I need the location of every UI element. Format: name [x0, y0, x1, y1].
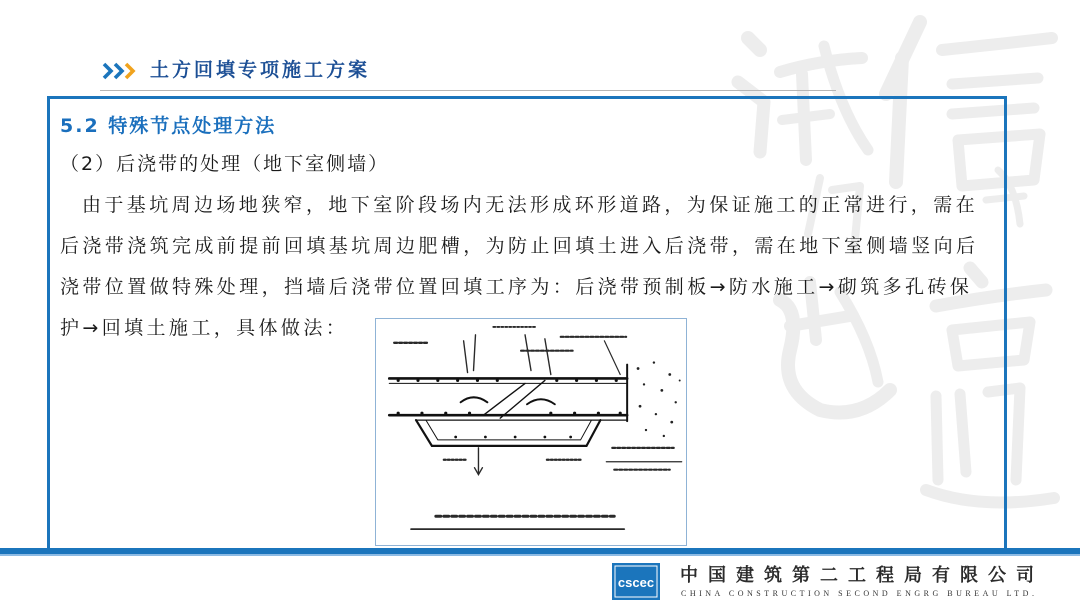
construction-detail-drawing [375, 318, 687, 546]
section-subheading: （2）后浇带的处理（地下室侧墙） [60, 153, 390, 175]
slide-title: 土方回填专项施工方案 [150, 59, 371, 81]
depressed-strip [416, 420, 600, 446]
content-panel [47, 96, 1007, 554]
paragraph-line: 后浇带浇筑完成前提前回填基坑周边肥槽，为防止回填土进入后浇带，需在地下室侧墙竖向后 [60, 235, 979, 257]
company-name-cn: 中国建筑第二工程局有限公司 [680, 565, 1044, 586]
slab-lines [389, 378, 627, 420]
title-divider [100, 90, 836, 91]
drawing-annotation-marks [394, 327, 681, 529]
soil-hatch [637, 361, 681, 437]
paragraph-line: 护→回填土施工，具体做法： [60, 317, 349, 339]
footer-band-accent [0, 554, 1080, 556]
company-logo [612, 563, 660, 600]
drawing-canvas [376, 319, 686, 545]
section-heading: 5.2 特殊节点处理方法 [60, 115, 277, 137]
paragraph-line: 浇带位置做特殊处理，挡墙后浇带位置回填工序为：后浇带预制板→防水施工→砌筑多孔砖保 [60, 276, 973, 298]
paragraph-line: 由于基坑周边场地狭窄，地下室阶段场内无法形成环形道路，为保证施工的正常进行，需在 [82, 194, 979, 216]
rebar-hooks [461, 397, 555, 404]
triple-chevron-right-icon [102, 62, 140, 80]
rebar-dots [397, 379, 622, 438]
company-name-en: CHINA CONSTRUCTION SECOND ENGRG BUREAU LTD. [681, 589, 1038, 598]
logo-lettering: cscec [617, 575, 655, 590]
